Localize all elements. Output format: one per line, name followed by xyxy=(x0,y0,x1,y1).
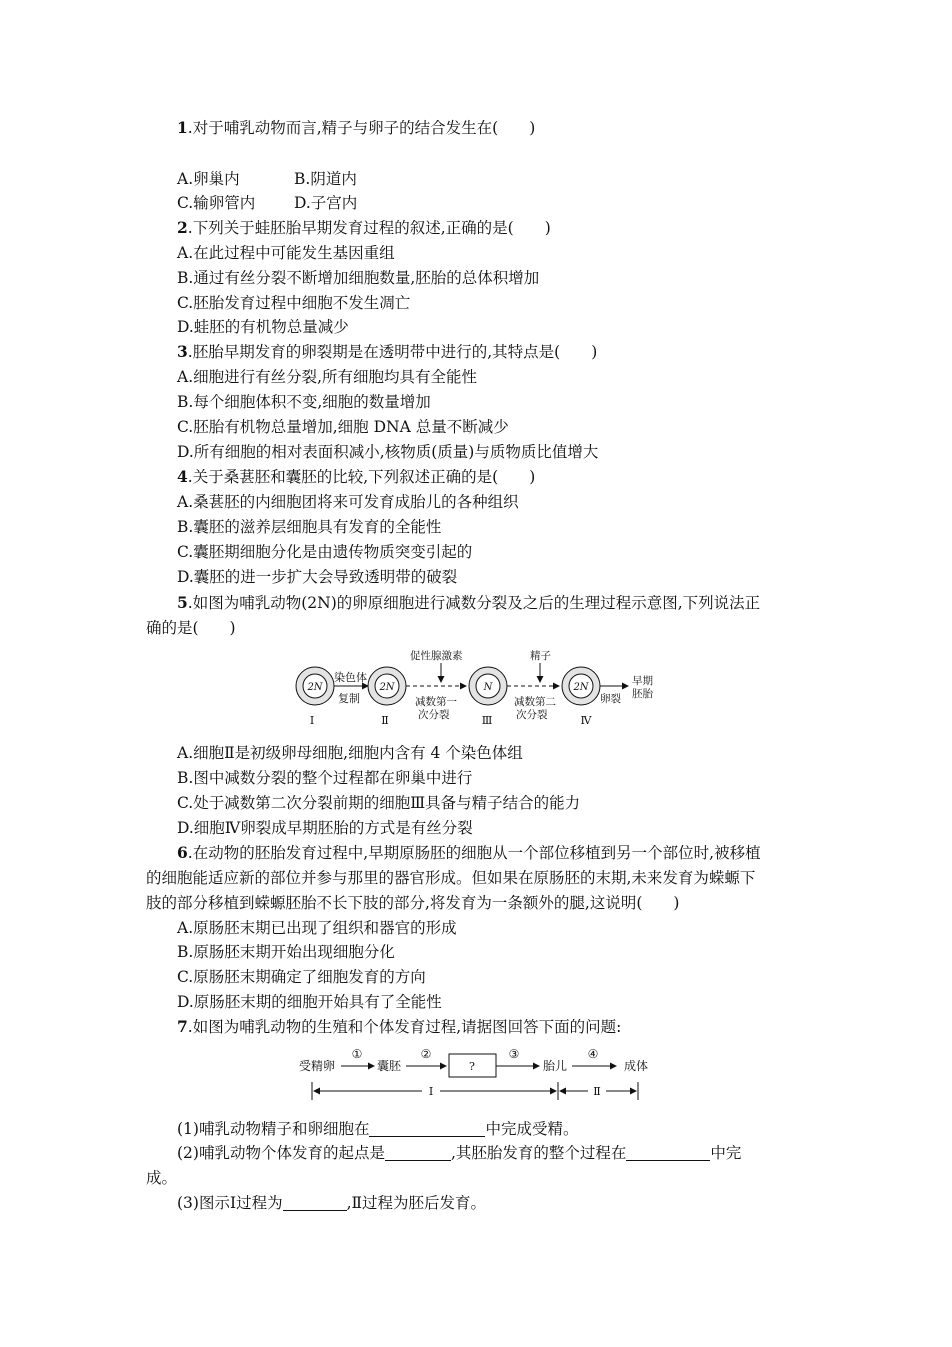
part-text: 中完 xyxy=(710,1144,742,1162)
q7-part-2-cont: 成。 xyxy=(146,1169,178,1187)
q5-option-c[interactable]: C.处于减数第二次分裂前期的细胞Ⅲ具备与精子结合的能力 xyxy=(177,794,581,812)
q7-part-3 xyxy=(177,1192,486,1214)
q1-option-c[interactable]: C.输卵管内 xyxy=(177,194,256,212)
question-7-stem xyxy=(177,1016,621,1038)
question-5-stem xyxy=(177,592,760,614)
q2-option-d[interactable]: D.蛙胚的有机物总量减少 xyxy=(177,318,349,336)
meiosis-2-label-top: 减数第二 xyxy=(514,696,556,708)
cell-1 xyxy=(296,667,334,705)
oogenesis-diagram xyxy=(288,646,668,732)
q6-option-d[interactable]: D.原肠胚末期的细胞开始具有了全能性 xyxy=(177,993,442,1011)
q5-option-a[interactable]: A.细胞Ⅱ是初级卵母细胞,细胞内含有 4 个染色体组 xyxy=(177,744,523,762)
step-2-label: ② xyxy=(420,1047,432,1061)
cell-2-ploidy: 2N xyxy=(379,682,395,693)
part-text: (1)哺乳动物精子和卵细胞在 xyxy=(177,1120,370,1138)
question-number: 7 xyxy=(177,1017,188,1036)
stem-text: .在动物的胚胎发育过程中,早期原肠胚的细胞从一个部位移植到另一个部位时,被移植 xyxy=(187,844,761,862)
cell-4-label: Ⅳ xyxy=(580,714,592,727)
embryo-label-bottom: 胚胎 xyxy=(632,688,653,700)
q4-option-b[interactable]: B.囊胚的滋养层细胞具有发育的全能性 xyxy=(177,518,442,536)
q1-option-a[interactable]: A.卵巢内 xyxy=(177,170,240,188)
question-5-stem-cont: 确的是( ) xyxy=(146,619,236,637)
q1-option-b[interactable]: B.阴道内 xyxy=(294,170,357,188)
q5-option-b[interactable]: B.图中减数分裂的整个过程都在卵巢中进行 xyxy=(177,769,473,787)
q4-option-a[interactable]: A.桑葚胚的内细胞团将来可发育成胎儿的各种组织 xyxy=(177,493,519,511)
question-number: 1 xyxy=(177,118,188,137)
cell-2 xyxy=(368,667,406,705)
meiosis-2-label-bottom: 次分裂 xyxy=(516,709,548,721)
question-2-stem xyxy=(177,217,551,239)
question-number: 5 xyxy=(177,593,188,612)
question-6-stem-cont-2: 肢的部分移植到蝾螈胚胎不长下肢的部分,将发育为一条额外的腿,这说明( ) xyxy=(146,894,680,912)
cell-1-ploidy: 2N xyxy=(307,682,323,693)
development-flow-diagram xyxy=(296,1044,658,1104)
stem-text: .关于桑葚胚和囊胚的比较,下列叙述正确的是( ) xyxy=(187,468,536,486)
cell-4 xyxy=(562,667,600,705)
stem-text: .对于哺乳动物而言,精子与卵子的结合发生在( ) xyxy=(187,119,536,137)
node-adult: 成体 xyxy=(624,1059,649,1073)
q7-part-1 xyxy=(177,1118,578,1140)
node-blastocyst: 囊胚 xyxy=(377,1059,402,1073)
q3-option-c[interactable]: C.胚胎有机物总量增加,细胞 DNA 总量不断减少 xyxy=(177,418,509,436)
range-1-label: Ⅰ xyxy=(428,1085,434,1098)
blank-1[interactable] xyxy=(369,1120,485,1137)
step-3-label: ③ xyxy=(508,1047,520,1061)
q4-option-c[interactable]: C.囊胚期细胞分化是由遗传物质突变引起的 xyxy=(177,543,473,561)
question-6-stem xyxy=(177,842,761,864)
blank-4[interactable] xyxy=(283,1194,347,1211)
q3-option-d[interactable]: D.所有细胞的相对表面积减小,核物质(质量)与质物质比值增大 xyxy=(177,443,599,461)
cell-3 xyxy=(469,667,507,705)
replication-label-bottom: 复制 xyxy=(338,692,360,705)
cell-4-ploidy: 2N xyxy=(573,682,589,693)
cleavage-label: 卵裂 xyxy=(600,693,621,705)
part-text: (3)图示Ⅰ过程为 xyxy=(177,1194,283,1212)
meiosis-1-label-top: 减数第一 xyxy=(415,696,457,708)
blank-2[interactable] xyxy=(385,1144,451,1161)
hormone-label: 促性腺激素 xyxy=(410,650,463,662)
question-number: 4 xyxy=(177,467,188,486)
part-text: ,其胚胎发育的整个过程在 xyxy=(450,1144,627,1162)
stem-text: .下列关于蛙胚胎早期发育过程的叙述,正确的是( ) xyxy=(187,219,551,237)
question-1-stem xyxy=(177,117,535,139)
step-4-label: ④ xyxy=(587,1047,599,1061)
node-zygote: 受精卵 xyxy=(299,1059,336,1073)
range-2-label: Ⅱ xyxy=(593,1085,601,1098)
q6-option-c[interactable]: C.原肠胚末期确定了细胞发育的方向 xyxy=(177,968,426,986)
replication-label-top: 染色体 xyxy=(334,671,367,684)
q2-option-c[interactable]: C.胚胎发育过程中细胞不发生凋亡 xyxy=(177,294,411,312)
cell-3-ploidy: N xyxy=(483,682,493,693)
part-text: ,Ⅱ过程为胚后发育。 xyxy=(346,1194,487,1212)
cell-2-label: Ⅱ xyxy=(381,714,389,727)
step-1-label: ① xyxy=(351,1047,363,1061)
blank-3[interactable] xyxy=(626,1144,710,1161)
question-number: 6 xyxy=(177,843,188,862)
question-number: 2 xyxy=(177,218,188,237)
question-3-stem xyxy=(177,341,597,363)
q1-option-d[interactable]: D.子宫内 xyxy=(294,194,358,212)
meiosis-1-label-bottom: 次分裂 xyxy=(418,709,450,721)
embryo-label-top: 早期 xyxy=(632,675,653,687)
node-fetus: 胎儿 xyxy=(543,1059,568,1073)
q4-option-d[interactable]: D.囊胚的进一步扩大会导致透明带的破裂 xyxy=(177,568,458,586)
node-unknown: ? xyxy=(469,1060,475,1073)
q6-option-a[interactable]: A.原肠胚末期已出现了组织和器官的形成 xyxy=(177,919,457,937)
q5-option-d[interactable]: D.细胞Ⅳ卵裂成早期胚胎的方式是有丝分裂 xyxy=(177,819,473,837)
q6-option-b[interactable]: B.原肠胚末期开始出现细胞分化 xyxy=(177,943,395,961)
q2-option-b[interactable]: B.通过有丝分裂不断增加细胞数量,胚胎的总体积增加 xyxy=(177,269,540,287)
q7-part-2 xyxy=(177,1142,741,1164)
stem-text: .如图为哺乳动物(2N)的卵原细胞进行减数分裂及之后的生理过程示意图,下列说法正 xyxy=(187,594,761,612)
question-6-stem-cont-1: 的细胞能适应新的部位并参与那里的器官形成。但如果在原肠胚的末期,未来发育为蝾螈下 xyxy=(146,869,756,887)
cell-1-label: Ⅰ xyxy=(309,714,315,727)
stem-text: .胚胎早期发育的卵裂期是在透明带中进行的,其特点是( ) xyxy=(187,343,598,361)
sperm-label: 精子 xyxy=(530,650,551,662)
question-number: 3 xyxy=(177,342,188,361)
stem-text: .如图为哺乳动物的生殖和个体发育过程,请据图回答下面的问题: xyxy=(187,1018,622,1036)
part-text: (2)哺乳动物个体发育的起点是 xyxy=(177,1144,385,1162)
question-4-stem xyxy=(177,466,535,488)
q3-option-b[interactable]: B.每个细胞体积不变,细胞的数量增加 xyxy=(177,393,431,411)
q2-option-a[interactable]: A.在此过程中可能发生基因重组 xyxy=(177,244,395,262)
q3-option-a[interactable]: A.细胞进行有丝分裂,所有细胞均具有全能性 xyxy=(177,368,478,386)
part-text: 中完成受精。 xyxy=(485,1120,579,1138)
cell-3-label: Ⅲ xyxy=(481,714,493,727)
